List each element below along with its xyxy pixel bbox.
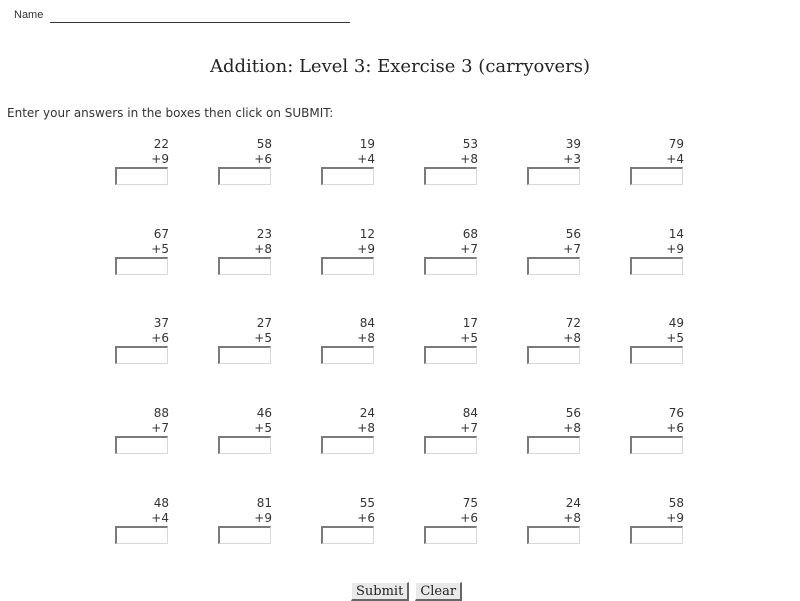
problem-operand: 56 bbox=[565, 227, 581, 241]
problem-operand: 58 bbox=[256, 137, 272, 151]
problem-cell bbox=[321, 496, 381, 548]
problem-cell bbox=[218, 496, 278, 548]
answer-input[interactable] bbox=[115, 436, 168, 454]
answer-input[interactable] bbox=[424, 167, 477, 185]
answer-input[interactable] bbox=[321, 167, 374, 185]
answer-input[interactable] bbox=[424, 436, 477, 454]
problem-operand: 27 bbox=[256, 316, 272, 330]
answer-input[interactable] bbox=[115, 257, 168, 275]
problem-operand: 58 bbox=[668, 496, 684, 510]
answer-input[interactable] bbox=[630, 526, 683, 544]
problem-cell bbox=[115, 227, 175, 279]
problem-cell bbox=[218, 137, 278, 189]
problem-operand: 48 bbox=[153, 496, 169, 510]
problem-operand: 72 bbox=[565, 316, 581, 330]
problem-operand: 39 bbox=[565, 137, 581, 151]
problem-operand: 68 bbox=[462, 227, 478, 241]
problem-operand: 75 bbox=[462, 496, 478, 510]
answer-input[interactable] bbox=[218, 346, 271, 364]
problem-addend: +8 bbox=[254, 242, 272, 256]
problem-addend: +5 bbox=[254, 331, 272, 345]
answer-input[interactable] bbox=[424, 346, 477, 364]
problem-operand: 81 bbox=[256, 496, 272, 510]
problem-addend: +6 bbox=[666, 421, 684, 435]
problem-addend: +8 bbox=[563, 511, 581, 525]
problem-operand: 14 bbox=[668, 227, 684, 241]
submit-button[interactable]: Submit bbox=[351, 582, 409, 601]
problem-addend: +7 bbox=[563, 242, 581, 256]
problem-operand: 56 bbox=[565, 406, 581, 420]
problem-operand: 22 bbox=[153, 137, 169, 151]
problem-addend: +9 bbox=[151, 152, 169, 166]
problem-operand: 37 bbox=[153, 316, 169, 330]
problem-cell bbox=[321, 316, 381, 368]
problem-cell bbox=[424, 406, 484, 458]
problem-cell bbox=[527, 496, 587, 548]
problem-operand: 76 bbox=[668, 406, 684, 420]
clear-button[interactable]: Clear bbox=[415, 582, 462, 601]
answer-input[interactable] bbox=[630, 346, 683, 364]
problem-addend: +6 bbox=[151, 331, 169, 345]
answer-input[interactable] bbox=[424, 526, 477, 544]
problem-addend: +6 bbox=[357, 511, 375, 525]
problem-addend: +8 bbox=[460, 152, 478, 166]
problem-cell bbox=[115, 316, 175, 368]
problem-operand: 46 bbox=[256, 406, 272, 420]
problem-cell bbox=[218, 316, 278, 368]
problem-cell bbox=[115, 406, 175, 458]
problem-operand: 24 bbox=[565, 496, 581, 510]
problem-addend: +5 bbox=[151, 242, 169, 256]
problem-addend: +7 bbox=[460, 421, 478, 435]
problem-cell bbox=[115, 137, 175, 189]
problem-cell bbox=[321, 227, 381, 279]
problem-cell bbox=[630, 406, 690, 458]
answer-input[interactable] bbox=[115, 167, 168, 185]
problem-addend: +8 bbox=[357, 421, 375, 435]
problem-operand: 84 bbox=[462, 406, 478, 420]
problem-addend: +5 bbox=[254, 421, 272, 435]
problem-operand: 84 bbox=[359, 316, 375, 330]
problem-cell bbox=[218, 406, 278, 458]
answer-input[interactable] bbox=[218, 257, 271, 275]
answer-input[interactable] bbox=[527, 436, 580, 454]
problem-cell bbox=[115, 496, 175, 548]
answer-input[interactable] bbox=[321, 436, 374, 454]
answer-input[interactable] bbox=[630, 436, 683, 454]
problem-addend: +7 bbox=[151, 421, 169, 435]
name-label: Name bbox=[14, 9, 44, 21]
instructions: Enter your answers in the boxes then click on SUBMIT: bbox=[7, 106, 334, 120]
problem-addend: +3 bbox=[563, 152, 581, 166]
answer-input[interactable] bbox=[527, 167, 580, 185]
answer-input[interactable] bbox=[115, 346, 168, 364]
problem-operand: 12 bbox=[359, 227, 375, 241]
problem-addend: +7 bbox=[460, 242, 478, 256]
problem-cell bbox=[218, 227, 278, 279]
problem-operand: 19 bbox=[359, 137, 375, 151]
problem-addend: +8 bbox=[563, 421, 581, 435]
problem-operand: 49 bbox=[668, 316, 684, 330]
problem-addend: +8 bbox=[357, 331, 375, 345]
problem-operand: 53 bbox=[462, 137, 478, 151]
problem-addend: +9 bbox=[357, 242, 375, 256]
problem-cell bbox=[527, 137, 587, 189]
problem-addend: +9 bbox=[254, 511, 272, 525]
button-bar bbox=[351, 580, 468, 600]
answer-input[interactable] bbox=[218, 167, 271, 185]
problem-operand: 23 bbox=[256, 227, 272, 241]
problem-operand: 88 bbox=[153, 406, 169, 420]
problem-cell bbox=[527, 406, 587, 458]
problem-cell bbox=[424, 496, 484, 548]
problem-addend: +9 bbox=[666, 511, 684, 525]
problem-operand: 67 bbox=[153, 227, 169, 241]
answer-input[interactable] bbox=[218, 526, 271, 544]
problem-cell bbox=[321, 137, 381, 189]
problem-addend: +4 bbox=[666, 152, 684, 166]
answer-input[interactable] bbox=[527, 257, 580, 275]
answer-input[interactable] bbox=[527, 346, 580, 364]
problem-cell bbox=[424, 227, 484, 279]
page-title: Addition: Level 3: Exercise 3 (carryovers) bbox=[209, 56, 591, 77]
answer-input[interactable] bbox=[424, 257, 477, 275]
problem-operand: 24 bbox=[359, 406, 375, 420]
problem-addend: +5 bbox=[666, 331, 684, 345]
answer-input[interactable] bbox=[321, 526, 374, 544]
problem-operand: 55 bbox=[359, 496, 375, 510]
problem-cell bbox=[321, 406, 381, 458]
answer-input[interactable] bbox=[321, 346, 374, 364]
problem-cell bbox=[424, 137, 484, 189]
problem-cell bbox=[630, 316, 690, 368]
problem-cell bbox=[424, 316, 484, 368]
problem-operand: 79 bbox=[668, 137, 684, 151]
answer-input[interactable] bbox=[527, 526, 580, 544]
problem-addend: +6 bbox=[254, 152, 272, 166]
problem-addend: +9 bbox=[666, 242, 684, 256]
problem-cell bbox=[630, 227, 690, 279]
problem-cell bbox=[630, 496, 690, 548]
problem-addend: +4 bbox=[357, 152, 375, 166]
answer-input[interactable] bbox=[321, 257, 374, 275]
problem-cell bbox=[630, 137, 690, 189]
problem-addend: +8 bbox=[563, 331, 581, 345]
problem-operand: 17 bbox=[462, 316, 478, 330]
answer-input[interactable] bbox=[115, 526, 168, 544]
answer-input[interactable] bbox=[218, 436, 271, 454]
answer-input[interactable] bbox=[630, 167, 683, 185]
problem-addend: +6 bbox=[460, 511, 478, 525]
problem-cell bbox=[527, 227, 587, 279]
problem-addend: +4 bbox=[151, 511, 169, 525]
answer-input[interactable] bbox=[630, 257, 683, 275]
problem-addend: +5 bbox=[460, 331, 478, 345]
problem-cell bbox=[527, 316, 587, 368]
